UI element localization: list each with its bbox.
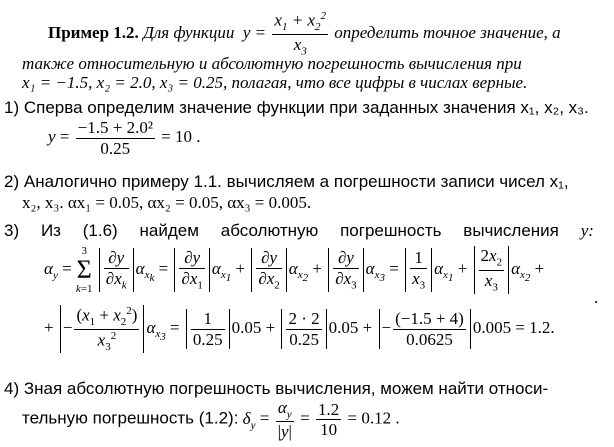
step-3-final: 0.005 = 1.2. [472, 318, 555, 338]
step-3-num: 3) [4, 221, 20, 240]
example-lead: Для функции [143, 22, 235, 42]
step-4-line2: тельную погрешность (1.2): $\delta_y$ = $\frac{\alpha_y}{|y|}$ = $\frac{1.2}{10}$ = 0.12 . [22, 398, 400, 442]
step-1-denominator: 0.25 [100, 138, 131, 158]
step-1-formula: y = $\frac{\text{−1.5 + 2.0²}}{0.25}$ = 10 . [48, 118, 201, 158]
step-3-word: (1.6) [82, 221, 118, 240]
rel-result: = 0.12 . [347, 408, 400, 428]
example-line2: также относительную и абсолютную погрешность вычисления при [22, 54, 522, 73]
step-3-word: погрешность [340, 221, 442, 240]
step-3-word: вычисления [463, 221, 559, 240]
step-2-line2: x₂, x₃. αx₁ = 0.05, αx₂ = 0.05, αx₃ = 0.005. [22, 193, 312, 212]
alpha-2: 0.05 [328, 318, 359, 338]
example-title: Пример 1.2. [48, 22, 139, 42]
given-values-text: x₁ = −1.5, x₂ = 2.0, x₃ = 0.25 [22, 73, 224, 92]
den-1: 0.25 [192, 329, 223, 349]
step-2-num: 2) [4, 172, 20, 191]
step-3 [4, 221, 594, 241]
step-3-word: абсолютную [220, 221, 319, 240]
function-definition: y = $\frac{x_1 + x_2^2}{x_3}$ [238, 10, 326, 58]
step-1-result: = 10 . [161, 126, 201, 146]
sum-symbol: 3 Σ k=1 [75, 245, 93, 295]
step-1-text: Сперва определим значение функции при заданных значения x₁, x₂, x₃. [23, 98, 589, 117]
formula-dot: . [594, 288, 599, 307]
den-3: 0.0625 [406, 329, 453, 349]
example-tail: определить точное значение, а [334, 22, 561, 42]
given-tail: , полагая, что все цифры в числах верные. [223, 73, 528, 92]
step-3-word: найдем [139, 221, 199, 240]
example-header [48, 10, 561, 58]
step-4-text: Зная абсолютную погрешность вычисления, можем найти относи- [23, 379, 549, 398]
step-3-word: Из [40, 221, 61, 240]
den-2: 0.25 [289, 329, 319, 349]
rel-num: 1.2 [318, 399, 340, 419]
step-1 [4, 98, 589, 118]
step-1-numerator: −1.5 + 2.0² [77, 118, 153, 137]
step-3-word: y: [580, 221, 594, 240]
num-3: (−1.5 + 4) [395, 309, 464, 329]
step-3-formula-line1: $\alpha_y = 3$ Σ k=1 $\frac{\partial y}{\partial x_k}$ $\alpha_{x_k}$ = $\frac{\partial y}{\partial x_1}$ $\alpha_{x_1}$ + $\frac{\partial y}{\partial x_2}$ $\alpha_{x_2}$ + $\frac{\partial y}{\partial x_3}$ $\alpha_{x_3}$ = $\frac{1}{x_3}$ $\alpha_{x_1}$ + $\frac{2x_2}{x_3}$ $\alpha_{x_2}$ + [44, 245, 545, 295]
step-2-text: Аналогично примеру 1.1. вычисляем а погрешности записи чисел x₁, [23, 172, 569, 191]
step-1-num: 1) [4, 98, 20, 117]
step-4-line2-text: тельную погрешность (1.2): [22, 408, 239, 428]
alpha-1: 0.05 [231, 318, 262, 338]
given-values [22, 73, 527, 93]
step-4 [4, 379, 548, 399]
rel-den: 10 [320, 420, 338, 440]
step-4-num: 4) [4, 379, 20, 398]
step-2 [4, 172, 569, 192]
num-2: 2 · 2 [288, 309, 320, 329]
step-3-formula-line2: + − $\frac{(x_1 + x_2^2)}{x_3^2}$ $\alpha_{x_3}$ = $\frac{1}{0.25}$ 0.05 + $\frac{2 \cdot 2}{0.25}$ 0.05 + − $\frac{(-1.5 + 4)}{0.0625}$ 0.005 = 1.2. [44, 305, 555, 353]
